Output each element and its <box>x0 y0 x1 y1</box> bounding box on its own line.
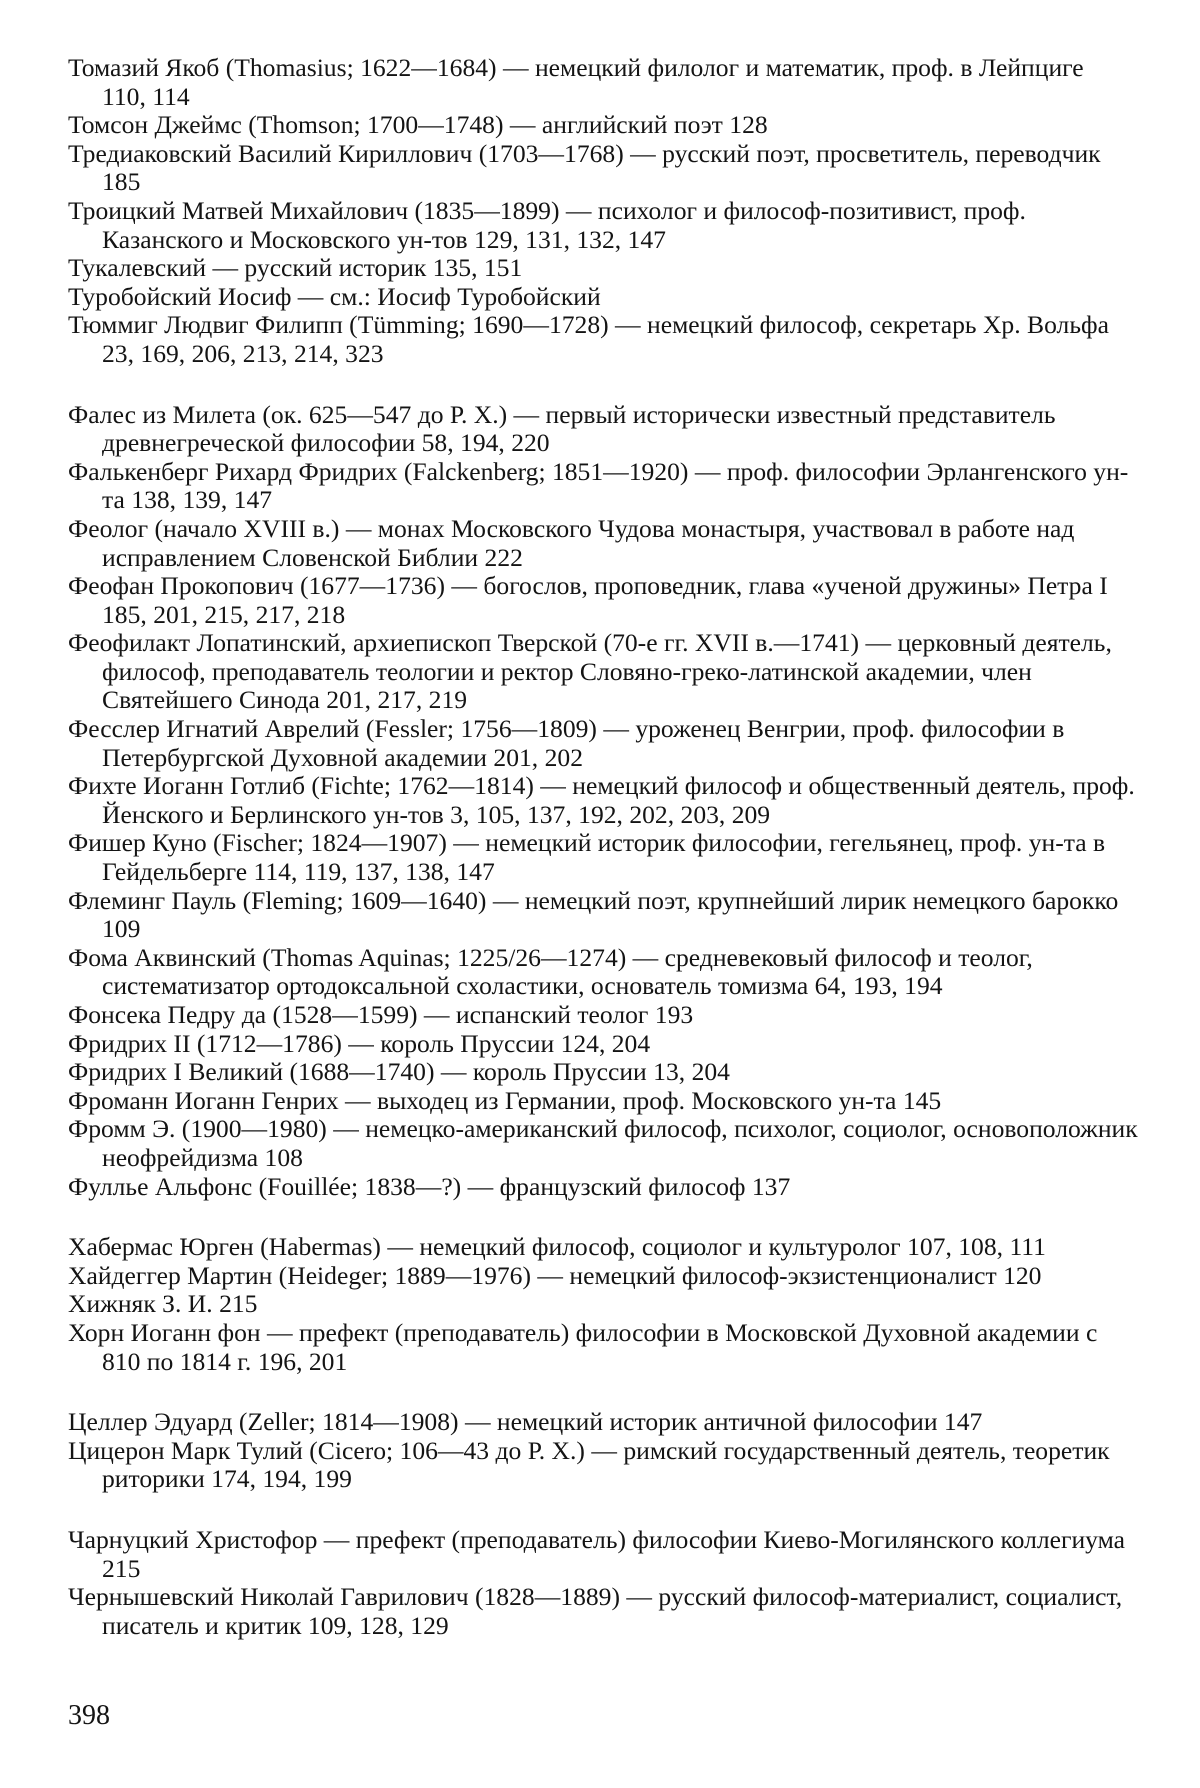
index-entry <box>68 458 1140 515</box>
entry-text: Фридрих I Великий (1688—1740) — король Пруссии <box>68 1057 647 1087</box>
entry-page-refs: 135, 151 <box>432 253 523 283</box>
index-entry <box>68 111 1140 140</box>
index-entry <box>68 401 1140 458</box>
entry-page-refs: 114, 119, 137, 138, 147 <box>253 857 495 887</box>
index-entry <box>68 1173 1140 1202</box>
index-entry <box>68 254 1140 283</box>
index-entry <box>68 629 1140 715</box>
entry-text: Хижняк З. И. <box>68 1289 213 1319</box>
index-entry <box>68 1262 1140 1291</box>
index-entry <box>68 1233 1140 1262</box>
index-entry <box>68 515 1140 572</box>
entry-text: Чернышевский Николай Гаврилович (1828—1889) — русский философ-материалист, социалист, писатель и критик <box>68 1582 1123 1640</box>
entry-text: Фесслер Игнатий Аврелий (Fessler; 1756—1809) — уроженец Венгрии, проф. философии в Петербургской Духовной академии <box>68 714 1065 772</box>
entry-text: Хайдеггер Мартин (Heideger; 1889—1976) — немецкий философ-экзистенционалист <box>68 1260 997 1290</box>
entry-text: Хорн Иоганн фон — префект (преподаватель) философии в Московской Духовной академии с 810 по 1814 г. <box>68 1317 1098 1376</box>
entry-text: Тукалевский — русский историк <box>68 253 427 283</box>
entry-page-refs: 185, 201, 215, 217, 218 <box>102 599 346 629</box>
entry-text: Фроманн Иоганн Генрих — выходец из Германии, проф. Московского ун-та <box>68 1085 897 1115</box>
entry-text: Фалес из Милета (ок. 625—547 до Р. Х.) — первый исторически известный представитель древнегреческой философии <box>68 399 1056 458</box>
entry-page-refs: 128 <box>729 110 768 140</box>
index-entry <box>68 1408 1140 1437</box>
entry-text: Флеминг Пауль (Fleming; 1609—1640) — немецкий поэт, крупнейший лирик немецкого барокко <box>68 885 1119 915</box>
index-entry <box>68 1001 1140 1030</box>
index-letter-group <box>68 54 1140 369</box>
name-index <box>68 54 1140 1672</box>
index-letter-group <box>68 401 1140 1202</box>
entry-page-refs: 108 <box>264 1142 303 1172</box>
entry-text: Фишер Куно (Fischer; 1824—1907) — немецкий историк философии, гегельянец, проф. ун-та в Гейдельберге <box>68 828 1106 887</box>
entry-text: Троицкий Матвей Михайлович (1835—1899) — психолог и философ-позитивист, проф. Казанского и Московского ун-тов <box>68 195 1026 254</box>
entry-page-refs: 58, 194, 220 <box>421 428 550 458</box>
entry-page-refs: 196, 201 <box>257 1346 348 1376</box>
index-entry <box>68 1058 1140 1087</box>
entry-text: Чарнуцкий Христофор — префект (преподаватель) философии Киево-Могилянского коллегиума <box>68 1524 1126 1554</box>
entry-text: Фихте Иоганн Готлиб (Fichte; 1762—1814) — немецкий философ и общественный деятель, проф. Йенского и Берлинского ун-тов <box>68 771 1135 829</box>
entry-page-refs: 124, 204 <box>560 1028 651 1058</box>
entry-text: Фромм Э. (1900—1980) — немецко-американский философ, психолог, социолог, основоположник неофрейдизма <box>68 1114 1138 1172</box>
entry-page-refs: 222 <box>484 542 523 572</box>
entry-text: Фридрих II (1712—1786) — король Пруссии <box>68 1028 555 1058</box>
entry-text: Феолог (начало XVIII в.) — монах Московского Чудова монастыря, участвовал в работе над исправлением Словенской Библии <box>68 513 1075 572</box>
entry-text: Фуллье Альфонс (Fouillée; 1838—?) — французский философ <box>68 1171 746 1201</box>
index-entry <box>68 1290 1140 1319</box>
entry-text: Томсон Джеймс (Thomson; 1700—1748) — английский поэт <box>68 110 723 140</box>
index-entry <box>68 887 1140 944</box>
entry-text: Фалькенберг Рихард Фридрих (Falckenberg; 1851—1920) — проф. философии Эрлангенского ун-та <box>68 456 1129 515</box>
entry-page-refs: 215 <box>102 1553 141 1583</box>
entry-page-refs: 109, 128, 129 <box>307 1610 449 1640</box>
entry-page-refs: 23, 169, 206, 213, 214, 323 <box>102 338 384 368</box>
index-entry <box>68 283 1140 312</box>
index-letter-group <box>68 1408 1140 1494</box>
entry-text: Фома Аквинский (Thomas Aquinas; 1225/26—1274) — средневековый философ и теолог, систематизатор ортодоксальной схоластики, основатель томизма <box>68 942 1033 1001</box>
index-entry <box>68 1583 1140 1640</box>
entry-page-refs: 129, 131, 132, 147 <box>473 224 666 254</box>
entry-page-refs: 201, 202 <box>493 742 583 772</box>
entry-text: Хабермас Юрген (Habermas) — немецкий философ, социолог и культуролог <box>68 1232 901 1262</box>
entry-page-refs: 201, 217, 219 <box>326 685 468 715</box>
entry-page-refs: 193 <box>654 1000 694 1029</box>
index-letter-group <box>68 1526 1140 1640</box>
index-entry <box>68 311 1140 368</box>
page-number: 398 <box>68 1700 110 1731</box>
index-entry <box>68 1115 1140 1172</box>
entry-page-refs: 147 <box>943 1407 983 1437</box>
index-entry <box>68 944 1140 1001</box>
entry-page-refs: 185 <box>102 167 141 197</box>
index-entry <box>68 829 1140 886</box>
index-entry <box>68 715 1140 772</box>
entry-page-refs: 3, 105, 137, 192, 202, 203, 209 <box>450 799 771 829</box>
entry-text: Фонсека Педру да (1528—1599) — испанский теолог <box>68 1000 649 1029</box>
entry-page-refs: 120 <box>1003 1260 1042 1290</box>
index-entry <box>68 1030 1140 1059</box>
entry-page-refs: 107, 108, 111 <box>907 1232 1046 1262</box>
entry-text: Туробойский Иосиф — см.: Иосиф Туробойский <box>68 281 601 311</box>
index-entry <box>68 197 1140 254</box>
entry-page-refs: 110, 114 <box>102 81 190 111</box>
index-letter-group <box>68 1233 1140 1376</box>
entry-text: Целлер Эдуард (Zeller; 1814—1908) — немецкий историк античной философии <box>68 1407 938 1437</box>
entry-text: Тюммиг Людвиг Филипп (Tümming; 1690—1728) — немецкий философ, секретарь Хр. Вольфа <box>68 310 1109 340</box>
entry-text: Цицерон Марк Тулий (Cicero; 106—43 до Р. Х.) — римский государственный деятель, теоретик риторики <box>68 1435 1110 1494</box>
entry-page-refs: 174, 194, 199 <box>211 1464 352 1494</box>
entry-page-refs: 137 <box>751 1171 791 1201</box>
entry-page-refs: 13, 204 <box>653 1057 730 1087</box>
entry-page-refs: 138, 139, 147 <box>131 485 273 515</box>
index-entry <box>68 54 1140 111</box>
index-entry <box>68 572 1140 629</box>
entry-page-refs: 64, 193, 194 <box>814 971 943 1001</box>
index-entry <box>68 140 1140 197</box>
entry-page-refs: 145 <box>902 1085 942 1115</box>
index-entry <box>68 1319 1140 1376</box>
index-entry <box>68 772 1140 829</box>
entry-text: Тредиаковский Василий Кириллович (1703—1768) — русский поэт, просветитель, переводчик <box>68 138 1101 168</box>
index-entry <box>68 1087 1140 1116</box>
index-entry <box>68 1437 1140 1494</box>
index-entry <box>68 1526 1140 1583</box>
entry-page-refs: 109 <box>102 914 141 944</box>
entry-text: Томазий Якоб (Thomasius; 1622—1684) — немецкий филолог и математик, проф. в Лейпциге <box>68 53 1084 82</box>
entry-page-refs: 215 <box>219 1289 258 1319</box>
entry-text: Феофан Прокопович (1677—1736) — богослов, проповедник, глава «ученой дружины» Петра I <box>68 571 1108 601</box>
entry-text: Феофилакт Лопатинский, архиепископ Тверской (70-е гг. XVII в.—1741) — церковный деятель, философ, преподаватель теологии и ректор Словяно-греко-латинской академии, член Святейшего Синода <box>68 628 1112 715</box>
